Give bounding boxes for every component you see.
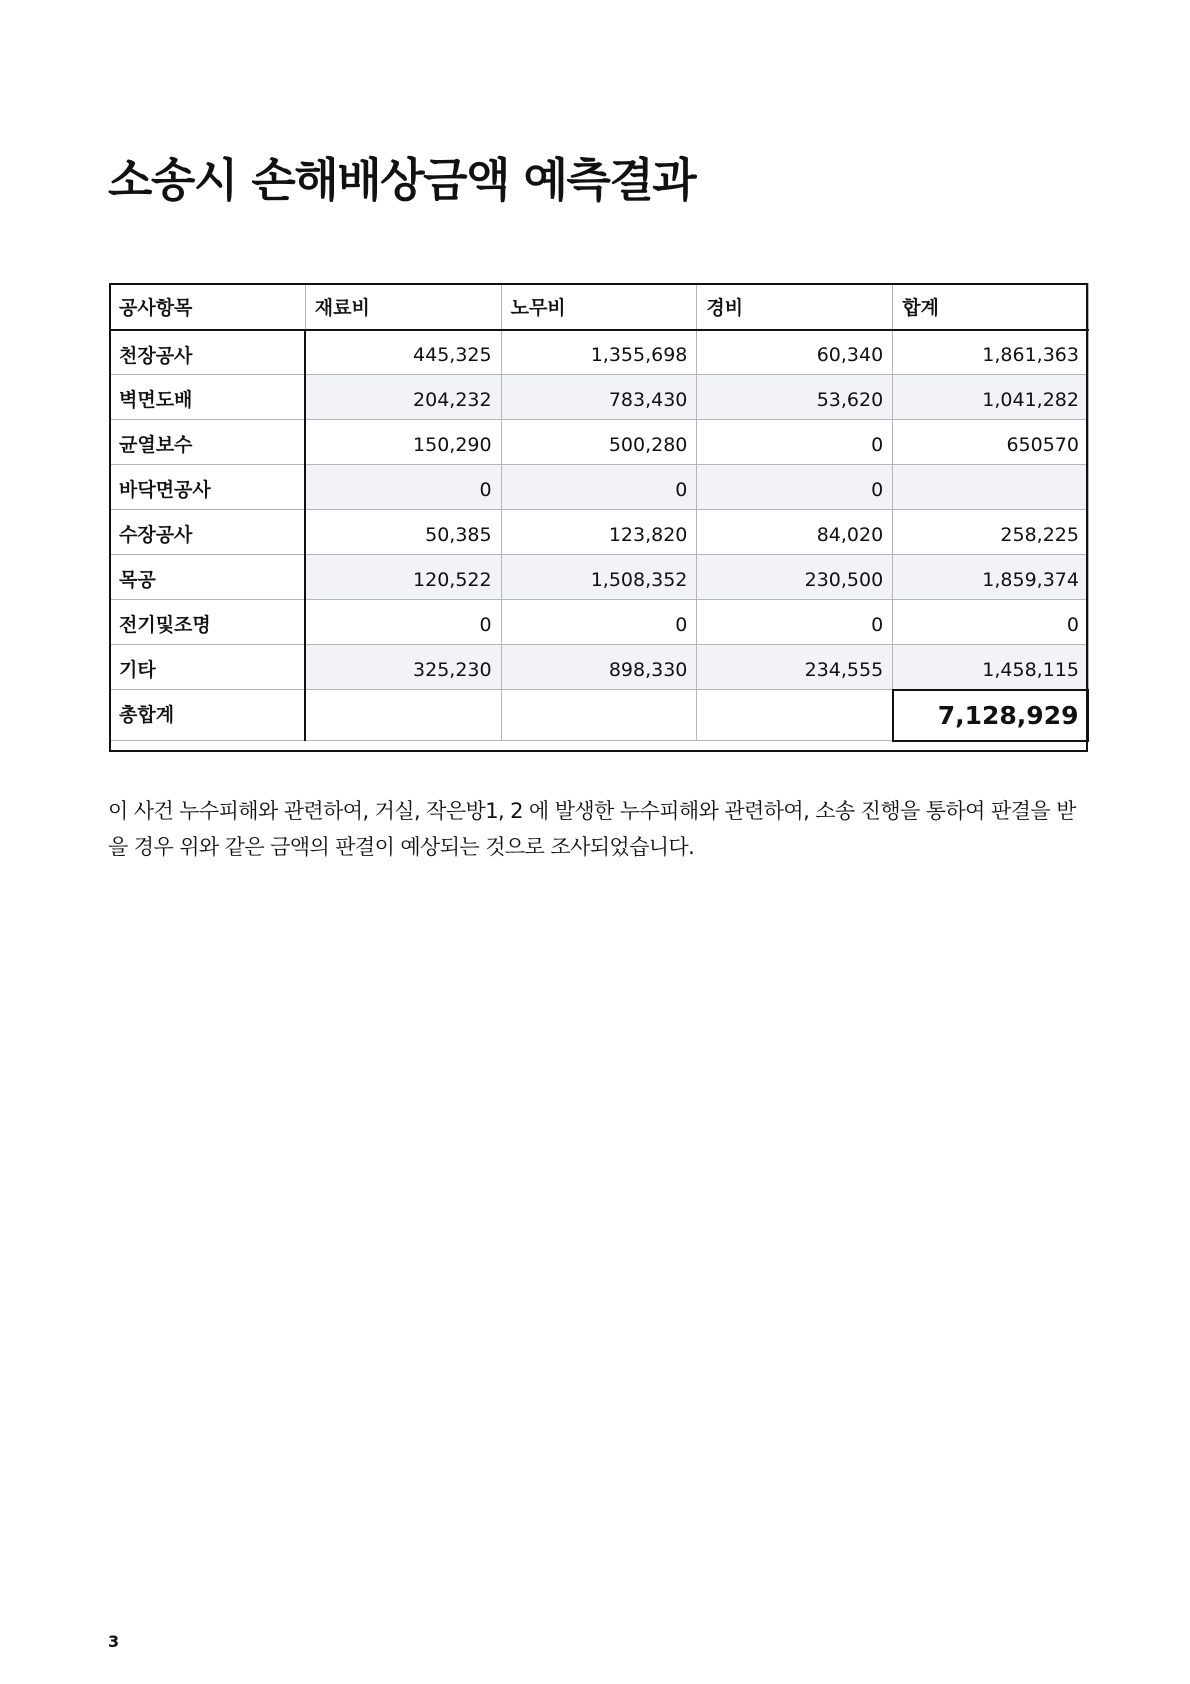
page-number: 3 xyxy=(108,1632,120,1651)
cell-labor: 1,508,352 xyxy=(501,555,697,600)
cell-expense: 60,340 xyxy=(697,330,893,375)
cell-labor: 1,355,698 xyxy=(501,330,697,375)
cell-sum: 1,859,374 xyxy=(893,555,1089,600)
cell-labor: 0 xyxy=(501,600,697,645)
row-item-label: 기타 xyxy=(110,645,306,690)
row-item-label: 목공 xyxy=(110,555,306,600)
total-empty-cell xyxy=(305,690,501,741)
cell-sum: 258,225 xyxy=(893,510,1089,555)
total-empty-cell xyxy=(501,690,697,741)
cell-sum: 650570 xyxy=(893,420,1089,465)
table-row xyxy=(110,555,1089,600)
column-header-labor: 노무비 xyxy=(501,284,697,330)
cell-labor: 0 xyxy=(501,465,697,510)
table-header-row xyxy=(110,284,1089,330)
page-title: 소송시 손해배상금액 예측결과 xyxy=(108,153,696,207)
cell-material: 0 xyxy=(305,600,501,645)
description-text: 이 사건 누수피해와 관련하여, 거실, 작은방1, 2 에 발생한 누수피해와 관련하여, 소송 진행을 통하여 판결을 받을 경우 위와 같은 금액의 판결이 예상되는 것으로 조사되었습니다. xyxy=(108,799,1076,859)
cell-material: 50,385 xyxy=(305,510,501,555)
table-row xyxy=(110,600,1089,645)
cell-sum: 1,041,282 xyxy=(893,375,1089,420)
cell-sum: 0 xyxy=(893,600,1089,645)
cell-labor: 898,330 xyxy=(501,645,697,690)
table-row xyxy=(110,330,1089,375)
column-header-sum: 합계 xyxy=(893,284,1089,330)
cell-material: 120,522 xyxy=(305,555,501,600)
cell-labor: 500,280 xyxy=(501,420,697,465)
table-row xyxy=(110,420,1089,465)
cell-expense: 84,020 xyxy=(697,510,893,555)
grand-total-value: 7,128,929 xyxy=(893,690,1089,741)
cell-material: 204,232 xyxy=(305,375,501,420)
cell-expense: 0 xyxy=(697,420,893,465)
cell-expense: 230,500 xyxy=(697,555,893,600)
row-item-label: 천장공사 xyxy=(110,330,306,375)
column-header-item: 공사항목 xyxy=(110,284,306,330)
table-row xyxy=(110,465,1089,510)
cell-labor: 123,820 xyxy=(501,510,697,555)
total-empty-cell xyxy=(697,690,893,741)
table-row xyxy=(110,510,1089,555)
row-item-label: 수장공사 xyxy=(110,510,306,555)
row-item-label: 벽면도배 xyxy=(110,375,306,420)
cell-labor: 783,430 xyxy=(501,375,697,420)
cell-expense: 234,555 xyxy=(697,645,893,690)
cost-table xyxy=(109,283,1089,742)
total-row xyxy=(110,690,1089,741)
cell-expense: 0 xyxy=(697,600,893,645)
row-item-label: 전기및조명 xyxy=(110,600,306,645)
row-item-label: 바닥면공사 xyxy=(110,465,306,510)
table-row xyxy=(110,375,1089,420)
cell-material: 445,325 xyxy=(305,330,501,375)
cell-material: 325,230 xyxy=(305,645,501,690)
column-header-expense: 경비 xyxy=(697,284,893,330)
cell-expense: 53,620 xyxy=(697,375,893,420)
cell-sum xyxy=(893,465,1089,510)
table-row xyxy=(110,645,1089,690)
row-item-label: 균열보수 xyxy=(110,420,306,465)
cell-expense: 0 xyxy=(697,465,893,510)
total-label: 총합계 xyxy=(110,690,306,741)
cell-sum: 1,861,363 xyxy=(893,330,1089,375)
cell-material: 150,290 xyxy=(305,420,501,465)
cell-material: 0 xyxy=(305,465,501,510)
cell-sum: 1,458,115 xyxy=(893,645,1089,690)
column-header-material: 재료비 xyxy=(305,284,501,330)
